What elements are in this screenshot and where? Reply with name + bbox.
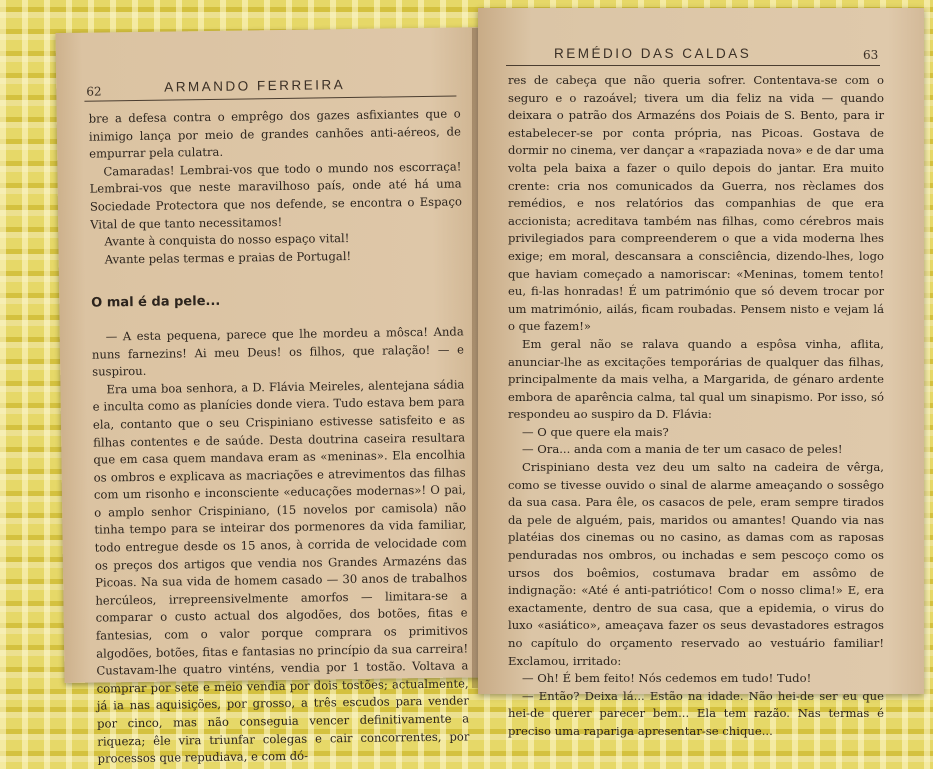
header-rule-right: [506, 65, 880, 66]
right-page: [478, 8, 924, 738]
paragraph: — A esta pequena, parece que lhe mordeu a môsca! Anda nuns farnezins! Ai meu Deus! os filhos, que ralação! — e suspirou.: [91, 324, 465, 379]
paragraph: res de cabeça que não queria sofrer. Contentava-se com o seguro e o razoável; tivera um dia feliz na vida — quando deixara o patrão dos Armazéns dos Poiais de S. Bento, para ir estabelecer-se por conta própria, nas Picoas. Gostava de dormir no cinema, ver dançar a «rapaziada nova» e de dar uma volta pela baixa a fazer o quilo depois do jantar. Era muito crente: cria nos comunicados da Guerra, nos rèclames dos remédios, e nos relatórios das companhias de que era accionista; acreditava também nas filhas, como cérebros mais privilegiados para compreenderem o que a vida moderna lhes exige; em moral, descansara a consciência, dizendo-lhes, logo que haviam começado a namoriscar: «Meninas, tomem tento! eu, fi-las honradas! É um património que só devem trocar por um matrimónio, ailás, ficam roubadas. Pensem nisto e vejam lá o que fazem!»: [508, 73, 884, 334]
right-page-body: [508, 72, 884, 741]
left-page: [55, 27, 504, 766]
paragraph: Camaradas! Lembrai-vos que todo o mundo nos escorraça! Lembrai-vos que neste maravilhoso país, onde até há uma Sociedade Protectora que nos defende, se encontra o Espaço Vital de que tanto necessitamos!: [89, 159, 462, 232]
section-heading: O mal é da pele...: [91, 294, 221, 311]
page-number-left: 62: [86, 84, 102, 99]
paragraph: Avante pelas termas e praias de Portugal!: [104, 248, 352, 267]
page-number-right: 63: [863, 48, 879, 62]
running-head-left: ARMANDO FERREIRA: [164, 77, 346, 95]
paragraph: — O que quere ela mais?: [522, 424, 669, 439]
paragraph: — Ora... anda com a mania de ter um casaco de peles!: [522, 442, 843, 457]
running-head-right: REMÉDIO DAS CALDAS: [554, 46, 752, 61]
header-rule-left: [84, 96, 456, 102]
paragraph: — Oh! É bem feito! Nós cedemos em tudo! Tudo!: [522, 671, 812, 686]
paragraph: Avante à conquista do nosso espaço vital!: [104, 231, 350, 249]
paragraph: Crispiniano desta vez deu um salto na cadeira de vêrga, como se tivesse ouvido o sinal de alarme ameaçando o sossêgo da sua casa. Para êle, os casacos de pele, eram sempre tirados da pele de alguém, pais, maridos ou amantes! Quando via nas platéias dos cinemas ou no casino, as damas com as raposas penduradas nos ombros, ou inchadas e sem pescoço como os ursos dos boêmios, costumava bradar em assômo de indignação: «Até é anti-patriótico! Com o nosso clima!» E, era exactamente, dentro de sua casa, que a epidemia, o virus do luxo «asiático», ameaçava fazer os seus devastadores estragos no capítulo do orçamento reservado ao vestuário familiar! Exclamou, irritado:: [508, 460, 884, 668]
paragraph: Era uma boa senhora, a D. Flávia Meireles, alentejana sádia e inculta como as planícies donde viera. Tudo estava bem para ela, contanto que o seu Crispiniano estivesse satisfeito e as filhas contentes e de saúde. Desta doutrina caseira resultara que em casa quem mandava eram as «meninas». Ela encolhia os ombros e explicava as macriações e atrevimentos das filhas com um risonho e inconsciente «educações modernas»! O pai, o amplo senhor Crispiniano, (15 novelos por camisola) não tinha tempo para se inteirar dos pormenores da vida familiar, todo entregue desde os 15 anos, à corrida de velocidade com os preços dos artigos que vendia nos Grandes Armazéns das Picoas. Na sua vida de homem casado — 30 anos de trabalhos hercúleos, irrepreensivelmente amorfos — limitara-se a comparar o custo actual dos algodões, dos botões, fitas e fantesias, com o valor porque comprara os primitivos algodões, botões, fitas e fantasias no princípio da sua carreira! Custavam-lhe quatro vinténs, vendia por 1 tostão. Voltava a comprar por sete e meio vendia por dois tostões; actualmente, já ia nas aquisições, por grosso, a três escudos para vender por cinco, mas não conseguia vencer definitivamente a riqueza; êle vira triunfar colegas e cair concorrentes, por processos que repudiava, e com dó-: [92, 377, 470, 766]
paragraph: bre a defesa contra o emprêgo dos gazes asfixiantes que o inimigo lança por meio de grandes canhões anti-aéreos, de empurrar pela culatra.: [88, 106, 461, 161]
left-page-body: [89, 105, 470, 768]
open-book: [60, 8, 926, 766]
paragraph: Em geral não se ralava quando a espôsa vinha, aflita, anunciar-lhe as excitações temporárias de qualquer das filhas, principalmente da mais velha, a Margarida, de génaro ardente embora de aparência calma, tal qual um sinapismo. Por isso, só respondeu ao suspiro da D. Flávia:: [508, 336, 884, 422]
paragraph: — Então? Deixa lá... Estão na idade. Não hei-de ser eu que hei-de querer parecer bem... Ela tem razão. Nas termas é preciso uma rapariga apresentar-se chique...: [508, 688, 884, 738]
